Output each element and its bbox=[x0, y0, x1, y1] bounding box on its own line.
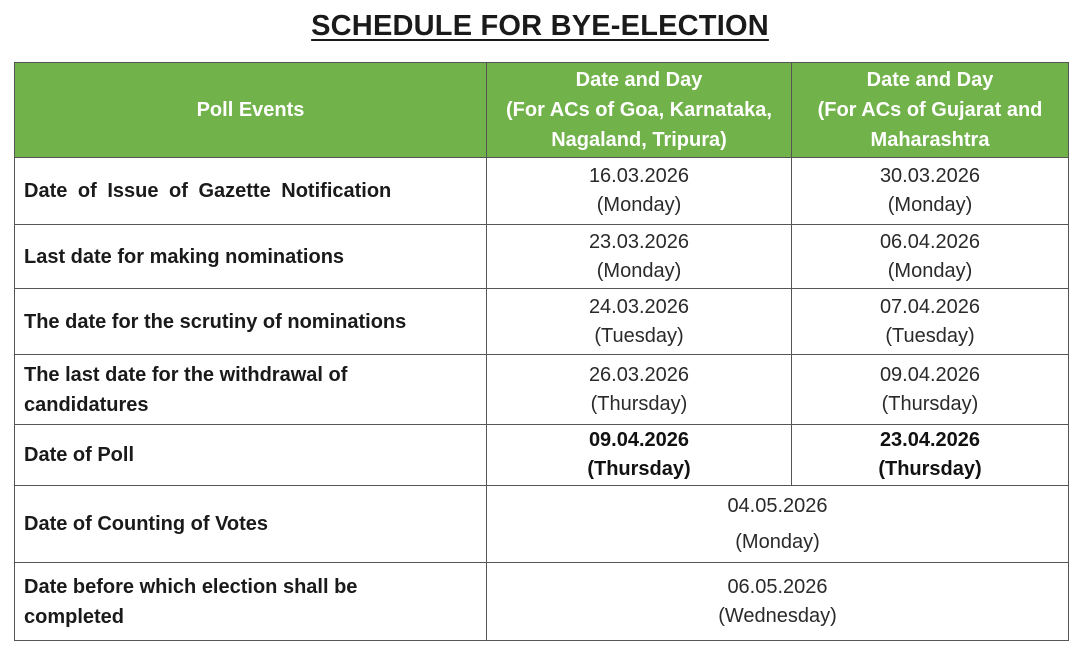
date-cell-merged bbox=[487, 486, 1069, 563]
event-label: Last date for making nominations bbox=[15, 225, 487, 289]
table-row bbox=[15, 355, 1069, 425]
date-cell-col1 bbox=[487, 289, 792, 355]
header-col1-line3: Nagaland, Tripura) bbox=[551, 129, 727, 151]
page-title-text: SCHEDULE FOR BYE-ELECTION bbox=[311, 10, 769, 42]
date-value: 16.03.2026 bbox=[588, 165, 690, 187]
day-value: (Monday) bbox=[596, 194, 682, 216]
date-cell-col2 bbox=[792, 158, 1069, 225]
day-value: (Monday) bbox=[735, 531, 820, 553]
event-label-line1: Date before which election shall be bbox=[24, 575, 358, 598]
day-value: (Wednesday) bbox=[718, 604, 837, 627]
header-col1-line2: (For ACs of Goa, Karnataka, bbox=[506, 99, 772, 121]
date-cell-col2 bbox=[792, 425, 1069, 486]
date-value: 06.04.2026 bbox=[879, 230, 981, 253]
day-value: (Tuesday) bbox=[885, 324, 975, 347]
date-value: 24.03.2026 bbox=[588, 295, 690, 318]
event-label: Date of Issue of Gazette Notification bbox=[15, 158, 487, 225]
table-row bbox=[15, 563, 1069, 641]
day-value: (Monday) bbox=[887, 194, 973, 216]
date-value: 26.03.2026 bbox=[588, 363, 690, 386]
header-col-goa-karnataka bbox=[487, 63, 792, 158]
day-value: (Monday) bbox=[887, 259, 973, 282]
table-row bbox=[15, 486, 1069, 563]
table-header-row bbox=[15, 63, 1069, 158]
page-title bbox=[0, 10, 1080, 43]
date-value: 04.05.2026 bbox=[727, 495, 828, 517]
table-row bbox=[15, 225, 1069, 289]
table-row bbox=[15, 158, 1069, 225]
event-label bbox=[15, 563, 487, 641]
day-value: (Thursday) bbox=[881, 392, 979, 415]
schedule-table bbox=[14, 62, 1069, 641]
date-cell-merged bbox=[487, 563, 1069, 641]
event-label: Date of Counting of Votes bbox=[15, 486, 487, 563]
date-cell-col1 bbox=[487, 355, 792, 425]
header-col2-line2: (For ACs of Gujarat and bbox=[817, 99, 1043, 121]
table-row bbox=[15, 289, 1069, 355]
date-cell-col1 bbox=[487, 425, 792, 486]
event-label-line2: completed bbox=[24, 605, 125, 628]
date-value: 09.04.2026 bbox=[879, 363, 981, 386]
day-value: (Thursday) bbox=[590, 392, 688, 415]
date-value: 23.04.2026 bbox=[879, 429, 981, 451]
date-cell-col2 bbox=[792, 225, 1069, 289]
event-label: The date for the scrutiny of nominations bbox=[15, 289, 487, 355]
date-value: 09.04.2026 bbox=[588, 429, 690, 451]
date-value: 07.04.2026 bbox=[879, 295, 981, 318]
event-label-line2: candidatures bbox=[24, 393, 149, 416]
date-cell-col1 bbox=[487, 158, 792, 225]
date-cell-col1 bbox=[487, 225, 792, 289]
header-col2-line3: Maharashtra bbox=[870, 129, 990, 151]
date-value: 23.03.2026 bbox=[588, 230, 690, 253]
table-row-date-of-poll bbox=[15, 425, 1069, 486]
event-label bbox=[15, 355, 487, 425]
date-value: 06.05.2026 bbox=[727, 575, 828, 598]
event-label: Date of Poll bbox=[15, 425, 487, 486]
day-value: (Thursday) bbox=[878, 458, 982, 480]
date-value: 30.03.2026 bbox=[879, 165, 981, 187]
day-value: (Tuesday) bbox=[594, 324, 684, 347]
date-cell-col2 bbox=[792, 289, 1069, 355]
header-poll-events: Poll Events bbox=[15, 63, 487, 158]
event-label-line1: The last date for the withdrawal of bbox=[24, 363, 348, 386]
header-col-gujarat-maharashtra bbox=[792, 63, 1069, 158]
date-cell-col2 bbox=[792, 355, 1069, 425]
header-col2-line1: Date and Day bbox=[866, 69, 994, 91]
header-col1-line1: Date and Day bbox=[575, 69, 703, 91]
day-value: (Thursday) bbox=[587, 458, 691, 480]
day-value: (Monday) bbox=[596, 259, 682, 282]
